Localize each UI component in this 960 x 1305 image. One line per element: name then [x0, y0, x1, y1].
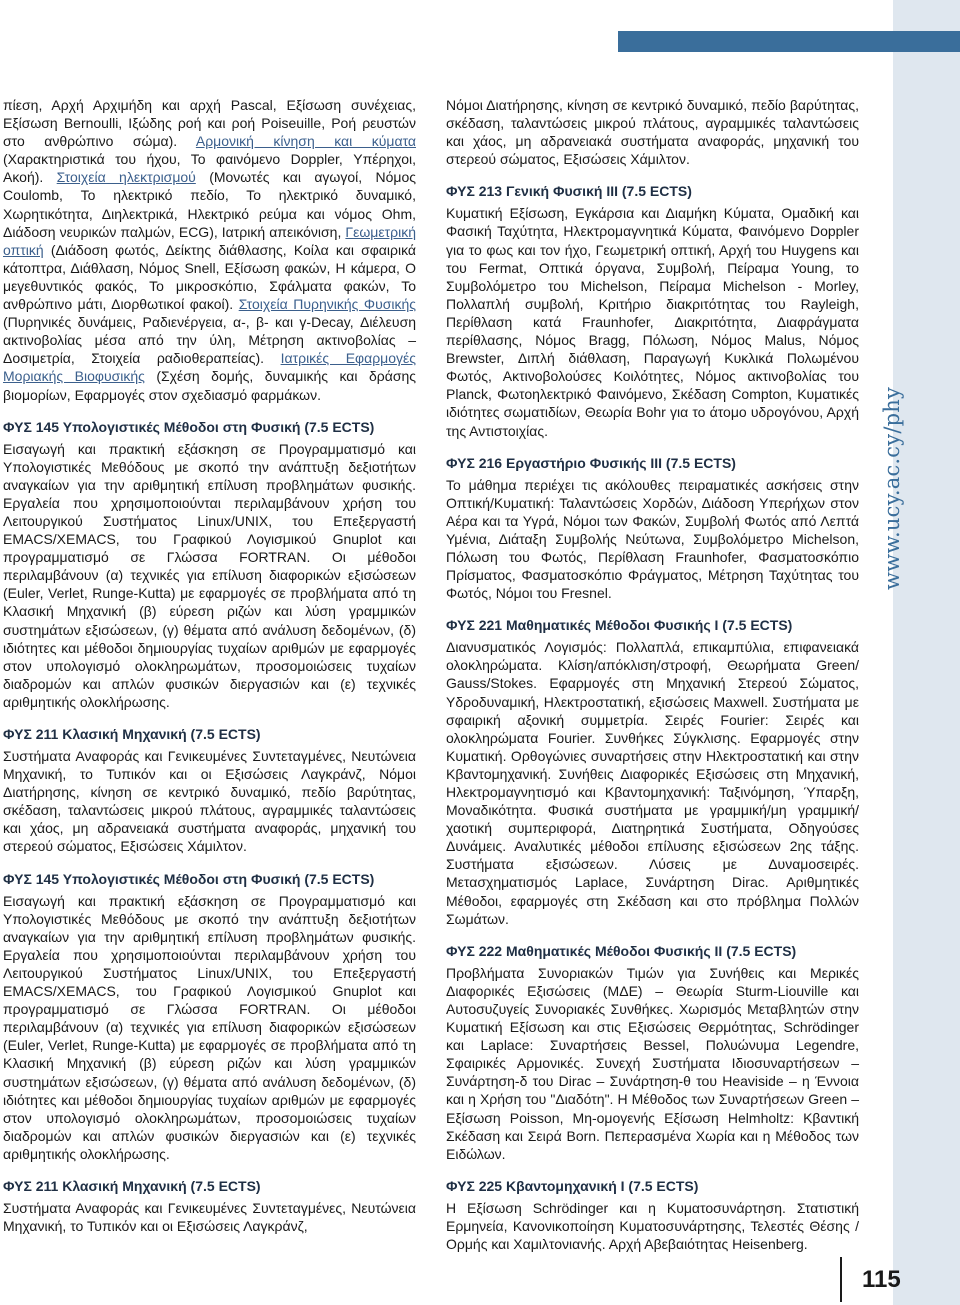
- topic-biophysics: Ιατρικές Εφαρμογές Μοριακής Βιοφυσικής: [3, 350, 417, 385]
- right-column: [446, 96, 859, 1253]
- course-title: ΦΥΣ 213 Γενική Φυσική ΙΙΙ (7.5 ECTS): [446, 183, 692, 200]
- left-column: [3, 96, 416, 1235]
- page-number: 115: [862, 1266, 901, 1293]
- topic-harmonic-motion: Αρμονική κίνηση και κύματα: [195, 133, 416, 150]
- course-title: ΦΥΣ 225 Κβαντομηχανική Ι (7.5 ECTS): [446, 1177, 699, 1194]
- course-description: Εισαγωγή και πρακτική εξάσκηση σε Προγραμματισμό και Υπολογιστικές Μεθόδους με σκοπό την ανάπτυξη δεξιοτήτων αναγκαίων για την αριθμητική επίλυση προβλημάτων φυσικής. Εργαλεία που χρησιμοποιούνται περιλαμβάνουν χρήση του Λειτουργικού Συστήματος Linux/UNIX, του Επεξεργαστή EMACS/XEMACS, του Γραφικού Λογισμικού Gnuplot και προγραμματισμό σε Γλώσσα FORTRAN. Οι μέθοδοι περιλαμβάνουν (α) τεχνικές για επίλυση διαφορικών εξισώσεων (Euler, Verlet, Runge-Kutta) με εφαρμογές σε προβλήματα από τη Κλασική Μηχανική (β) εύρεση ριζών και λύση γραμμικών συστημάτων εξισώσεων, (γ) θέματα από ανάλυση δεδομένων, (δ) ιδιότητες και μέθοδοι δημιουργίας τυχαίων αριθμών με εφαρμογές στον υπολογισμό ολοκληρωμάτων, προσομοιώσεις τυχαίων διαδρομών και απλών φυσικών διεργασιών και (ε) τεχνικές αριθμητικής ολοκλήρωσης.: [3, 892, 416, 1162]
- course-description: Συστήματα Αναφοράς και Γενικευμένες Συντεταγμένες, Νευτώνεια Μηχανική, το Τυπικόν και οι Εξισώσεις Λαγκράνζ,: [3, 1199, 416, 1235]
- course-title: ΦΥΣ 221 Μαθηματικές Μέθοδοι Φυσικής Ι (7.5 ECTS): [446, 617, 793, 634]
- course-description: Το μάθημα περιέχει τις ακόλουθες πειραματικές ασκήσεις στην Οπτική/Κυματική: Ταλαντώσεις Χορδών, Διάδοση Υπερήχων στον Αέρα και τα Υγρά, Νόμοι των Φακών, Συμβολή Φωτός από Λεπτά Υμένια, Διάταξη Συμβολής Νεύτωνα, Συμβολόμετρο Michelson, Πόλωση του Φωτός, Περίθλαση Fraunhofer, Φασματοσκόπιο Πρίσματος, Φασματοσκόπιο Φράγματος, Μέτρηση Ταχύτητας του Φωτός, Νόμοι του Fresnel.: [446, 476, 859, 602]
- page-number-divider: [840, 1257, 842, 1302]
- course-description: Διανυσματικός Λογισμός: Πολλαπλά, επικαμπύλια, επιφανειακά ολοκληρώματα. Κλίση/απόκλιση/στροφή, Θεωρήματα Green/ Gauss/Stokes. Εφαρμογές στη Μηχανική Στερεού Σώματος, Υδροδυναμική, Ηλεκτροστατική, εξισώσεις Maxwell. Συστήματα με σφαιρική αξονική συμμετρία. Σειρές Fourier: Σειρές και ολοκληρώματα Fourier. Συνθήκες Σύγκλισης. Εφαρμογές στην Κυματική. Ορθογώνιες συναρτήσεις στην Ηλεκτροστατική και στην Κβαντομηχανική. Συνήθεις Διαφορικές Εξισώσεις στη Μηχανική, Ηλεκτρομαγνητισμό και Κβαντομηχανική: Ταξινόμηση, Ύπαρξη, Μοναδικότητα. Φυσικά συστήματα με γραμμική/μη γραμμική/ χαοτική συμπεριφορά, Διατηρητικά Συστήματα, Οδηγούσες Δυνάμεις. Αναλυτικές μέθοδοι επίλυσης εξισώσεων 2ης τάξης. Συστήματα εξισώσεων. Λύσεις με Δυναμοσειρές. Μετασχηματισμός Laplace, Συνάρτηση Dirac. Αριθμητικές Μέθοδοι, εφαρμογές στη Σκέδαση και στο πρόβλημα Πολλών Σωμάτων.: [446, 639, 859, 927]
- course-title: ΦΥΣ 211 Κλασική Μηχανική (7.5 ECTS): [3, 1177, 261, 1194]
- course-title: ΦΥΣ 145 Υπολογιστικές Μέθοδοι στη Φυσική (7.5 ECTS): [3, 870, 375, 887]
- intro-text-a: πίεση, Αρχή Αρχιμήδη και αρχή Pascal, Εξίσωση συνέχειας, Εξίσωση Bernoulli, Ιξώδης ροή και ροή Poiseuille, Ροή ρευστών στο ανθρώπινο σώμα).: [3, 97, 416, 150]
- course-title: ΦΥΣ 216 Εργαστήριο Φυσικής ΙΙΙ (7.5 ECTS): [446, 454, 736, 471]
- course-description: Συστήματα Αναφοράς και Γενικευμένες Συντεταγμένες, Νευτώνεια Μηχανική, το Τυπικόν και οι Εξισώσεις Λαγκράνζ, Νόμοι Διατήρησης, κίνηση σε κεντρικό δυναμικό, πεδίο βαρύτητας, σκέδαση, ταλαντώσεις μικρού πλάτους, αγραμμικές ταλαντώσεις και χάος, μη αδρανειακά συστήματα αναφοράς, μηχανική του στερεού σώματος, Εξισώσεις Χάμιλτον.: [3, 748, 416, 855]
- course-description: Εισαγωγή και πρακτική εξάσκηση σε Προγραμματισμό και Υπολογιστικές Μεθόδους με σκοπό την ανάπτυξη δεξιοτήτων αναγκαίων για την αριθμητική επίλυση προβλημάτων φυσικής. Εργαλεία που χρησιμοποιούνται περιλαμβάνουν χρήση του Λειτουργικού Συστήματος Linux/UNIX, του Επεξεργαστή EMACS/XEMACS, του Γραφικού Λογισμικού Gnuplot και προγραμματισμό σε Γλώσσα FORTRAN. Οι μέθοδοι περιλαμβάνουν (α) τεχνικές για επίλυση διαφορικών εξισώσεων (Euler, Verlet, Runge-Kutta) με εφαρμογές σε προβλήματα από τη Κλασική Μηχανική (β) εύρεση ριζών και λύση γραμμικών συστημάτων εξισώσεων, (γ) θέματα από ανάλυση δεδομένων, (δ) ιδιότητες και μέθοδοι δημιουργίας τυχαίων αριθμών με εφαρμογές στον υπολογισμό ολοκληρωμάτων, προσομοιώσεις τυχαίων διαδρομών και απλών φυσικών διεργασιών και (ε) τεχνικές αριθμητικής ολοκλήρωσης.: [3, 440, 416, 710]
- course-description: Η Εξίσωση Schrödinger και η Κυματοσυνάρτηση. Στατιστική Ερμηνεία, Κανονικοποίηση Κυματοσυνάρτησης, Τελεστές Θέσης /Ορμής και Χαμιλτονιανής. Αρχή Αβεβαιότητας Heisenberg.: [446, 1199, 859, 1252]
- intro-text-e: (Πυρηνικές δυνάμεις, Ραδιενέργεια, α-, β- και γ-Decay, Διέλευση ακτινοβολίας μέσα από την ύλη, Μέτρηση ακτινοβολίας – Δοσιμετρία, Στοιχεία ραδιοθεραπείας).: [3, 314, 416, 367]
- intro-text-d: (Διάδοση φωτός, Δείκτης διάθλασης, Κοίλα και σφαιρικά κάτοπτρα, Διάθλαση, Νόμος Snell, Εξίσωση φακών, Η κάμερα, Ο μεγεθυντικός φακός, Το μικροσκόπιο, Σφάλματα φακών, Το ανθρώπινο μάτι, Διορθωτικοί φακοί).: [3, 241, 416, 313]
- course-title: ΦΥΣ 222 Μαθηματικές Μέθοδοι Φυσικής ΙΙ (7.5 ECTS): [446, 942, 797, 959]
- intro-text-f: (Σχέση δομής, δυναμικής και δράσης βιομορίων, Εφαρμογές στον σχεδιασμό φαρμάκων.: [3, 368, 416, 403]
- topic-geometric-optics: Γεωμετρική οπτική: [3, 223, 416, 258]
- side-band: [893, 0, 960, 1305]
- website-url: www.ucy.ac.cy/phy: [880, 386, 904, 590]
- course-description: Προβλήματα Συνοριακών Τιμών για Συνήθεις και Μερικές Διαφορικές Εξισώσεις (ΜΔΕ) – Θεωρία Sturm-Liouville και Αυτοσυζυγείς Συνοριακές Συνθήκες. Χωρισμός Μεταβλητών στην Κυματική Εξίσωση και στις Εξισώσεις Θερμότητας, Schrödinger και Laplace: Συναρτήσεις Bessel, Πολυώνυμα Legendre, Σφαιρικές Αρμονικές. Συνεχή Συστήματα Ιδιοσυναρτήσεων – Συνάρτηση-δ του Dirac – Συνάρτηση-θ του Heaviside – η Έννοια και η Χρήση του "Διαδότη". Η Μέθοδος των Συναρτήσεων Green – Εξίσωση Poisson, Μη-ομογενής Εξίσωση Helmholtz: Κβαντική Σκέδαση και Σειρά Born. Πεπερασμένα Χωρία και η Μέθοδος των Ειδώλων.: [446, 964, 859, 1162]
- header-accent-bar: [618, 31, 960, 52]
- course-title: ΦΥΣ 145 Υπολογιστικές Μέθοδοι στη Φυσική (7.5 ECTS): [3, 418, 375, 435]
- course-description: Κυματική Εξίσωση, Εγκάρσια και Διαμήκη Κύματα, Ομαδική και Φασική Ταχύτητα, Ηλεκτρομαγνητικά Κύματα, Φαινόμενο Doppler για το φως και τον ήχο, Γεωμετρική οπτική, Αρχή του Huygens και του Fermat, Οπτικά όργανα, Συμβολή, Πείραμα Young, το Συμβολόμετρο του Michelson, Πείραμα Michelson - Morley, Πολλαπλή συμβολή, Κριτήριο διακριτότητας του Rayleigh, Περίθλαση κατά Fraunhofer, Διακριτότητα, Διαφράγματα περίθλασης, Νόμος Bragg, Πόλωση, Νόμος Malus, Νόμος Brewster, Διπλή διάθλαση, Παραγωγή Κυκλικά Πολωμένου Φωτός, Ακτινοβολούσες Κοιλότητες, Νόμος ακτινοβολίας του Planck, Φωτοηλεκτρικό Φαινόμενο, Σκέδαση Compton, Κυματικές ιδιότητες σωματιδίων, Θεωρία Bohr για το άτομο υδρογόνου, Αρχή της Αντιστοιχίας.: [446, 205, 859, 439]
- topic-electricity: Στοιχεία ηλεκτρισμού: [56, 169, 196, 186]
- intro-paragraph: [3, 96, 416, 404]
- intro-text-c: (Μονωτές και αγωγοί, Νόμος Coulomb, Το ηλεκτρικό πεδίο, Το ηλεκτρικό δυναμικό, Χωρητικότητα, Διηλεκτρικά, Ηλεκτρικό ρεύμα και νόμος Ohm, Διάδοση νευρικών παλμών, ECG), Ιατρική απεικόνιση,: [3, 169, 416, 240]
- intro-text-b: (Χαρακτηριστικά του ήχου, Το φαινόμενο Doppler, Υπέρηχοι, Ακοή).: [3, 151, 416, 186]
- continuation-paragraph: Νόμοι Διατήρησης, κίνηση σε κεντρικό δυναμικό, πεδίο βαρύτητας, σκέδαση, ταλαντώσεις μικρού πλάτους, αγραμμικές ταλαντώσεις και χάος, μη αδρανειακά συστήματα αναφοράς, μηχανική του στερεού σώματος, Εξισώσεις Χάμιλτον.: [446, 97, 859, 168]
- topic-nuclear-physics: Στοιχεία Πυρηνικής Φυσικής: [238, 296, 417, 313]
- course-title: ΦΥΣ 211 Κλασική Μηχανική (7.5 ECTS): [3, 726, 261, 742]
